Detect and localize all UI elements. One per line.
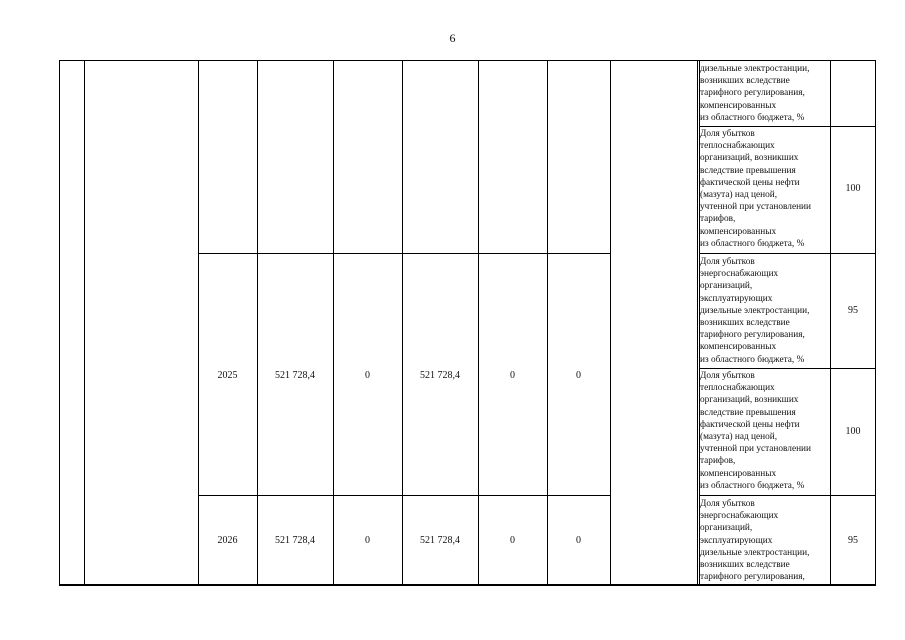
regional-2025: 521 728,4 xyxy=(420,370,460,381)
total-2026: 521 728,4 xyxy=(275,535,315,546)
col-border-11 xyxy=(875,60,876,586)
budget-table xyxy=(59,60,876,586)
table-top-border xyxy=(59,60,876,61)
col-border-10 xyxy=(830,60,831,586)
indicator-text: Доля убытков теплоснабжающих организаций, возникших вследствие превышения фактической цены нефти (мазута) над ценой, учтенной при установлении тарифов, компенсированных из областного бюджета, % xyxy=(700,129,811,249)
ind-sep-1 xyxy=(699,126,876,127)
col-border-9 xyxy=(697,60,698,586)
indicator-text: Доля убытков энергоснабжающих организаций, эксплуатирующих дизельные электростанции, возникших вследствие тарифного регулирования, xyxy=(700,499,810,583)
indicator-value: 100 xyxy=(845,183,861,194)
year-2025: 2025 xyxy=(217,370,238,381)
other-2025: 0 xyxy=(576,370,581,381)
local-2025: 0 xyxy=(510,370,515,381)
ind-sep-2 xyxy=(699,253,876,254)
total-2025: 521 728,4 xyxy=(275,370,315,381)
row-sep-2025 xyxy=(198,253,610,254)
table-bottom-border xyxy=(59,584,876,586)
other-2026: 0 xyxy=(576,535,581,546)
col-border-1 xyxy=(84,60,85,586)
indicator-text: дизельные электростанции, возникших вследствие тарифного регулирования, компенсированных из областного бюджета, % xyxy=(700,64,810,123)
col-border-2 xyxy=(198,60,199,586)
indicator-value: 100 xyxy=(845,426,861,437)
indicator-value: 95 xyxy=(848,305,858,316)
regional-2026: 521 728,4 xyxy=(420,535,460,546)
col-border-4 xyxy=(333,60,334,586)
col-border-3 xyxy=(257,60,258,586)
indicator-text: Доля убытков теплоснабжающих организаций, возникших вследствие превышения фактической цены нефти (мазута) над ценой, учтенной при установлении тарифов, компенсированных из областного бюджета, % xyxy=(700,371,811,491)
indicator-text: Доля убытков энергоснабжающих организаций, эксплуатирующих дизельные электростанции, возникших вследствие тарифного регулирования, компенсированных из областного бюджета, % xyxy=(700,257,810,365)
page-number: 6 xyxy=(449,31,456,45)
col-border-5 xyxy=(402,60,403,586)
federal-2025: 0 xyxy=(365,370,370,381)
row-sep-2026 xyxy=(198,495,610,496)
local-2026: 0 xyxy=(510,535,515,546)
col-border-0 xyxy=(59,60,60,586)
col-border-6 xyxy=(478,60,479,586)
col-border-7 xyxy=(547,60,548,586)
year-2026: 2026 xyxy=(217,535,238,546)
ind-sep-3 xyxy=(699,368,876,369)
federal-2026: 0 xyxy=(365,535,370,546)
indicator-value: 95 xyxy=(848,535,858,546)
ind-sep-4 xyxy=(699,495,876,496)
col-border-8 xyxy=(610,60,611,586)
